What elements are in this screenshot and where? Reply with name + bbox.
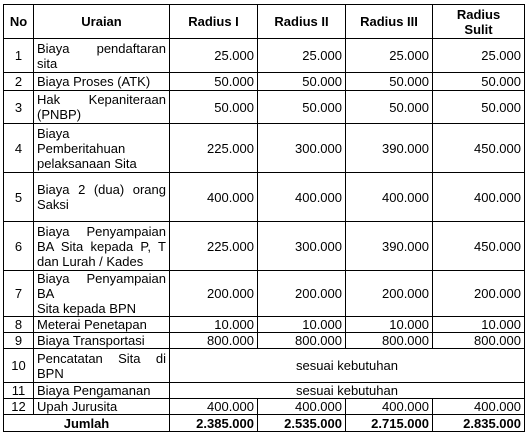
table-row <box>4 271 525 317</box>
total-radius-1: 2.385.000 <box>170 415 258 432</box>
description-line: Biaya Transportasi <box>37 333 145 348</box>
description-line: Hak Kepaniteraan <box>37 92 166 107</box>
header-row <box>4 5 525 39</box>
value-radius-sulit: 400.000 <box>433 173 525 222</box>
row-description <box>34 333 170 349</box>
header-radius-sulit-line-2: Sulit <box>464 21 493 37</box>
table-row <box>4 399 525 415</box>
value-radius-3: 400.000 <box>346 399 433 415</box>
fee-table <box>3 4 525 432</box>
value-radius-2: 50.000 <box>258 73 346 91</box>
value-radius-2: 400.000 <box>258 173 346 222</box>
value-radius-2: 800.000 <box>258 333 346 349</box>
value-radius-1: 200.000 <box>170 271 258 317</box>
table-row <box>4 91 525 124</box>
total-label: Jumlah <box>4 415 170 432</box>
row-number: 11 <box>4 383 34 399</box>
description-line: Biaya Pengamanan <box>37 383 151 398</box>
description-line: Pencatatan Sita di <box>37 350 166 366</box>
value-radius-sulit: 450.000 <box>433 222 525 271</box>
row-description <box>34 222 170 271</box>
row-span-value: sesuai kebutuhan <box>170 383 525 399</box>
description-line: pelaksanaan Sita <box>37 155 137 171</box>
row-number: 2 <box>4 73 34 91</box>
table-row <box>4 73 525 91</box>
total-row <box>4 415 525 432</box>
value-radius-sulit: 800.000 <box>433 333 525 349</box>
value-radius-2: 200.000 <box>258 271 346 317</box>
total-radius-2: 2.535.000 <box>258 415 346 432</box>
row-number: 6 <box>4 222 34 271</box>
row-number: 12 <box>4 399 34 415</box>
description-line: Biaya Penyampaian <box>37 223 166 239</box>
value-radius-2: 400.000 <box>258 399 346 415</box>
value-radius-3: 10.000 <box>346 317 433 333</box>
value-radius-1: 225.000 <box>170 124 258 173</box>
header-no: No <box>4 5 34 39</box>
row-number: 1 <box>4 39 34 73</box>
value-radius-sulit: 50.000 <box>433 91 525 124</box>
description-line: BPN <box>37 365 64 381</box>
row-number: 5 <box>4 173 34 222</box>
row-description <box>34 349 170 383</box>
total-radius-sulit: 2.835.000 <box>433 415 525 432</box>
description-line: (PNBP) <box>37 107 82 122</box>
row-number: 3 <box>4 91 34 124</box>
row-description <box>34 271 170 317</box>
value-radius-2: 10.000 <box>258 317 346 333</box>
header-radius-1: Radius I <box>170 5 258 39</box>
row-description <box>34 91 170 124</box>
value-radius-1: 400.000 <box>170 173 258 222</box>
table-row <box>4 383 525 399</box>
description-line: BA Sita kepada P, T <box>37 238 166 254</box>
value-radius-sulit: 400.000 <box>433 399 525 415</box>
value-radius-1: 50.000 <box>170 91 258 124</box>
value-radius-2: 300.000 <box>258 124 346 173</box>
value-radius-sulit: 10.000 <box>433 317 525 333</box>
value-radius-sulit: 450.000 <box>433 124 525 173</box>
value-radius-sulit: 200.000 <box>433 271 525 317</box>
value-radius-3: 50.000 <box>346 73 433 91</box>
row-description <box>34 317 170 333</box>
value-radius-2: 25.000 <box>258 39 346 73</box>
table-row <box>4 333 525 349</box>
value-radius-1: 10.000 <box>170 317 258 333</box>
row-number: 9 <box>4 333 34 349</box>
description-line: Upah Jurusita <box>37 399 118 414</box>
value-radius-2: 50.000 <box>258 91 346 124</box>
value-radius-1: 25.000 <box>170 39 258 73</box>
table-row <box>4 124 525 173</box>
description-line: Pemberitahuan <box>37 140 126 156</box>
header-radius-sulit-line-1: Radius <box>456 6 501 22</box>
value-radius-1: 50.000 <box>170 73 258 91</box>
row-number: 4 <box>4 124 34 173</box>
description-line: Biaya Penyampaian BA <box>37 271 166 301</box>
description-line: Biaya Proses (ATK) <box>37 74 151 89</box>
value-radius-3: 800.000 <box>346 333 433 349</box>
row-description <box>34 39 170 73</box>
value-radius-sulit: 50.000 <box>433 73 525 91</box>
value-radius-3: 400.000 <box>346 173 433 222</box>
row-number: 7 <box>4 271 34 317</box>
value-radius-3: 25.000 <box>346 39 433 73</box>
description-line: Biaya <box>37 125 70 141</box>
table-row <box>4 349 525 383</box>
value-radius-3: 390.000 <box>346 124 433 173</box>
table-row <box>4 39 525 73</box>
description-line: Sita kepada BPN <box>37 301 137 316</box>
row-description <box>34 73 170 91</box>
description-line: dan Lurah / Kades <box>37 253 144 269</box>
table-body <box>4 39 525 415</box>
value-radius-3: 50.000 <box>346 91 433 124</box>
total-radius-3: 2.715.000 <box>346 415 433 432</box>
value-radius-3: 390.000 <box>346 222 433 271</box>
header-radius-3: Radius III <box>346 5 433 39</box>
value-radius-1: 400.000 <box>170 399 258 415</box>
row-description <box>34 399 170 415</box>
description-line: Biaya pendaftaran <box>37 40 166 56</box>
row-description <box>34 383 170 399</box>
description-line: Saksi <box>37 197 69 212</box>
value-radius-sulit: 25.000 <box>433 39 525 73</box>
row-description <box>34 173 170 222</box>
value-radius-2: 300.000 <box>258 222 346 271</box>
row-number: 8 <box>4 317 34 333</box>
table-row <box>4 222 525 271</box>
description-line: Biaya 2 (dua) orang <box>37 182 166 197</box>
table-row <box>4 317 525 333</box>
description-line: Meterai Penetapan <box>37 317 147 332</box>
description-line: sita <box>37 55 58 71</box>
value-radius-1: 225.000 <box>170 222 258 271</box>
header-radius-2: Radius II <box>258 5 346 39</box>
row-description <box>34 124 170 173</box>
row-span-value: sesuai kebutuhan <box>170 349 525 383</box>
header-radius-sulit <box>433 5 525 39</box>
value-radius-3: 200.000 <box>346 271 433 317</box>
row-number: 10 <box>4 349 34 383</box>
value-radius-1: 800.000 <box>170 333 258 349</box>
header-uraian: Uraian <box>34 5 170 39</box>
table-row <box>4 173 525 222</box>
